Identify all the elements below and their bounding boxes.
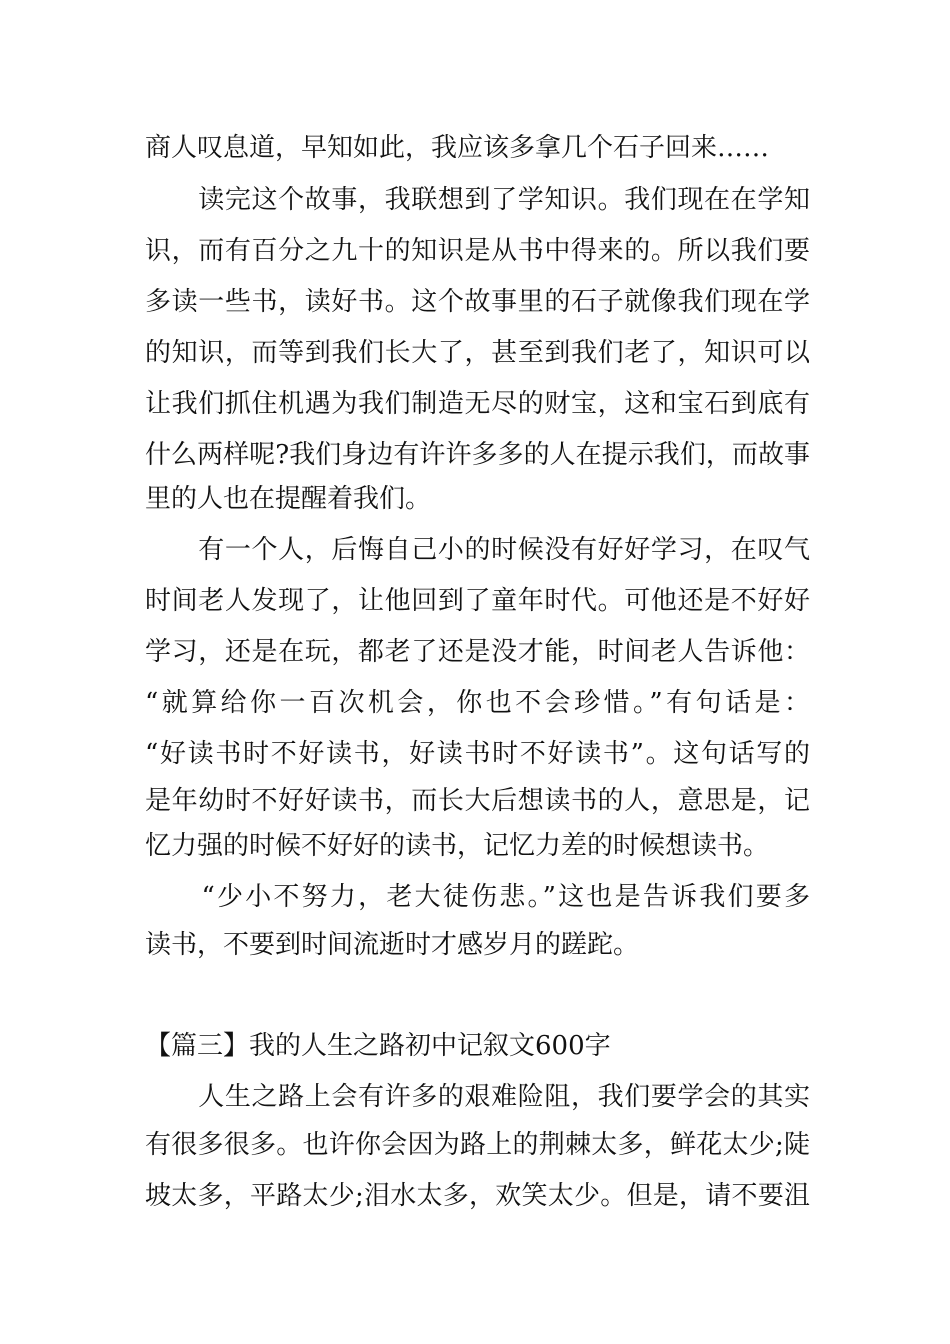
text-line: 人生之路上会有许多的艰难险阻，我们要学会的其实 <box>145 1082 810 1112</box>
text-line: “好读书时不好读书，好读书时不好读书”。这句话写的 <box>145 739 810 769</box>
text-line: 里的人也在提醒着我们。 <box>145 484 432 514</box>
text-line: 识，而有百分之九十的知识是从书中得来的。所以我们要 <box>145 236 810 266</box>
text-line: 有一个人，后悔自己小的时候没有好好学习，在叹气 <box>145 535 810 565</box>
text-line: 学习，还是在玩，都老了还是没才能，时间老人告诉他： <box>145 637 810 667</box>
text-line: 让我们抓住机遇为我们制造无尽的财宝，这和宝石到底有 <box>145 389 810 419</box>
text-line: 时间老人发现了，让他回到了童年时代。可他还是不好好 <box>145 586 810 616</box>
text-line: 的知识，而等到我们长大了，甚至到我们老了，知识可以 <box>145 338 810 368</box>
text-line: 商人叹息道，早知如此，我应该多拿几个石子回来…… <box>145 133 770 163</box>
text-line: 有很多很多。也许你会因为路上的荆棘太多，鲜花太少;陡 <box>145 1130 810 1160</box>
text-line: 多读一些书，读好书。这个故事里的石子就像我们现在学 <box>145 287 810 317</box>
text-line: “就算给你一百次机会，你也不会珍惜。”有句话是： <box>145 688 810 718</box>
text-line: 读书，不要到时间流逝时才感岁月的蹉跎。 <box>145 930 640 960</box>
section-heading: 【篇三】我的人生之路初中记叙文600字 <box>145 1031 611 1061</box>
text-line: “少小不努力，老大徒伤悲。”这也是告诉我们要多 <box>145 882 810 912</box>
text-line: 读完这个故事，我联想到了学知识。我们现在在学知 <box>145 185 810 215</box>
text-line: 是年幼时不好好读书，而长大后想读书的人，意思是，记 <box>145 786 810 816</box>
text-line: 什么两样呢?我们身边有许许多多的人在提示我们，而故事 <box>145 440 810 470</box>
text-line: 坡太多，平路太少;泪水太多，欢笑太少。但是，请不要沮 <box>145 1181 810 1211</box>
text-line: 忆力强的时候不好好的读书，记忆力差的时候想读书。 <box>145 831 770 861</box>
